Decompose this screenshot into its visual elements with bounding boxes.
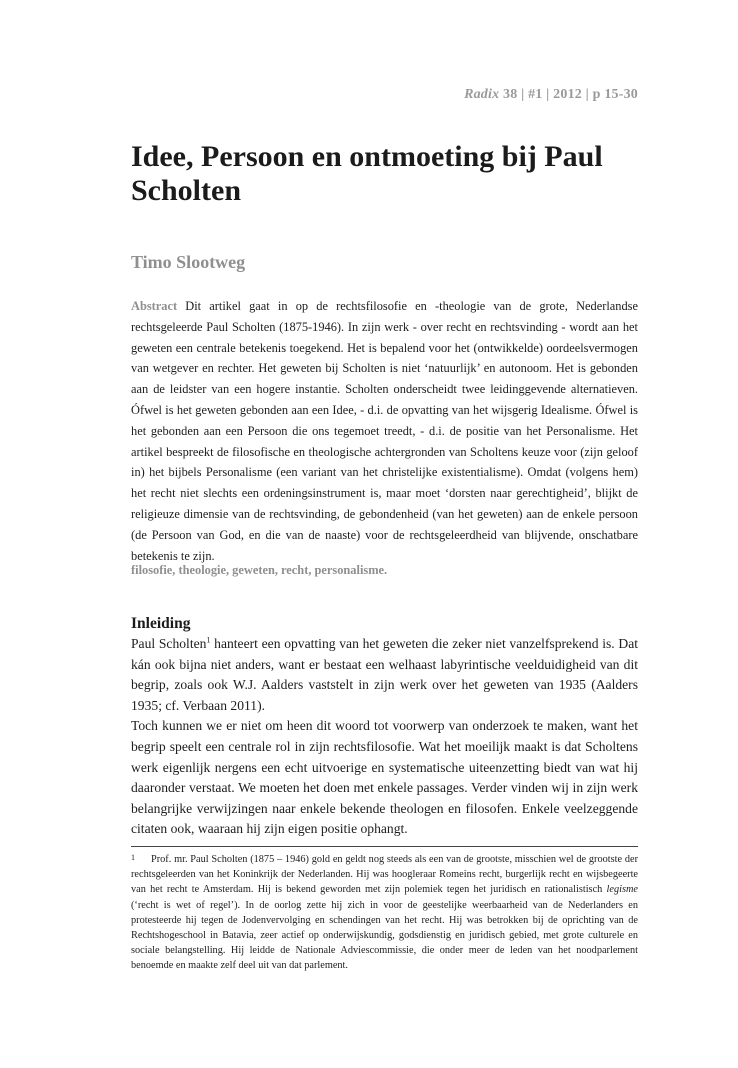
footnote-reference[interactable]: 1	[206, 635, 211, 645]
intro-body	[131, 634, 638, 840]
author-name: Timo Slootweg	[131, 252, 246, 272]
issue-details: 38 | #1 | 2012 | p 15-30	[499, 87, 638, 102]
journal-name: Radix	[464, 87, 500, 102]
keywords: filosofie, theologie, geweten, recht, personalisme.	[131, 563, 388, 577]
abstract-text: Dit artikel gaat in op de rechtsfilosofie en -theologie van de grote, Nederlandse rechtsgeleerde Paul Scholten (1875-1946). In zijn werk - over recht en rechtsvinding - wordt aan het geweten een centrale betekenis toegekend. Het is bepalend voor het (ontwikkelde) oordeelsvermogen van wetgever en rechter. Het geweten bij Scholten is niet ‘natuurlijk’ en autonoom. Het is gebonden aan de leidster van een hogere instantie. Scholten onderscheidt twee leidinggevende alternatieven. Ófwel is het geweten gebonden aan een Idee, - d.i. de opvatting van het wijsgerig Idealisme. Ófwel is het gebonden aan een Persoon die ons tegemoet treedt, - d.i. de positie van het Personalisme. Het artikel bespreekt de filosofische en theologische achtergronden van Scholtens keuze voor (zijn geloof in) het bijbels Personalisme (een variant van het christelijke existentialisme). Omdat (volgens hem) het recht niet slechts een ordeningsinstrument is, maar moet ‘dorsten naar gerechtigheid’, blijkt de religieuze dimensie van de rechtsvinding, de gebondenheid (van het geweten) aan de enkele persoon (de Persoon van God, en die van de naaste) voor de rechtsgeleerdheid van blijvende, onschatbare betekenis te zijn.	[131, 299, 638, 563]
footnote-text-start: Prof. mr. Paul Scholten (1875 – 1946) gold en geldt nog steeds als een van de grootste, misschien wel de grootste der rechtsgeleerden van het Koninkrijk der Nederlanden. Hij was hoogleraar Romeins recht, burgerlijk recht en wijsbegeerte van het recht te Amsterdam. Hij is bekend geworden met zijn polemiek tegen het juridisch en rationalistisch	[131, 854, 638, 896]
footnote	[131, 850, 638, 974]
abstract	[131, 296, 638, 566]
section-heading: Inleiding	[131, 615, 191, 632]
running-head	[131, 87, 638, 103]
footnote-number: 1	[131, 853, 135, 862]
abstract-label: Abstract	[131, 299, 178, 313]
footnote-italic-term: legisme	[606, 884, 638, 896]
footnote-text-end: (‘recht is wet of regel’). In de oorlog zette hij zich in voor de geestelijke weerbaarheid van de Nederlanders en protesteerde hij tegen de Jodenvervolging en schendingen van het recht. Hij was betrokken bij de oprichting van de Rechtshogeschool in Batavia, zeer actief op onderwijskundig, godsdienstig en juridisch gebied, met grote culturele en sociale belangstelling. Hij leidde de Nationale Adviescommissie, die onder meer de leden van het noodparlement benoemde en maakte zelf deel uit van dat parlement.	[131, 899, 638, 972]
intro-p1-start: Paul Scholten	[131, 636, 207, 651]
intro-p1-rest: hanteert een opvatting van het geweten die zeker niet vanzelfsprekend is. Dat kán ook bijna niet anders, want er bestaat een welhaast labyrintische veelduidigheid van dit begrip, zoals ook W.J. Aalders vaststelt in zijn werk over het geweten van 1935 (Aalders 1935; cf. Verbaan 2011).	[131, 636, 638, 713]
article-title: Idee, Persoon en ontmoeting bij Paul Scholten	[131, 140, 603, 207]
footnote-divider	[131, 846, 638, 847]
intro-paragraph-1	[131, 634, 638, 716]
intro-paragraph-2: Toch kunnen we er niet om heen dit woord tot voorwerp van onderzoek te maken, want het begrip speelt een centrale rol in zijn rechtsfilosofie. Wat het moeilijk maakt is dat Scholtens werk eigenlijk nergens een echt uitvoerige en systematische uiteenzetting biedt van wat hij daaronder verstaat. We moeten het doen met enkele passages. Verder vinden wij in zijn werk belangrijke verwijzingen naar enkele bekende theologen en filosofen. Enkele veelzeggende citaten ook, waaraan hij zijn eigen positie ophangt.	[131, 718, 638, 837]
